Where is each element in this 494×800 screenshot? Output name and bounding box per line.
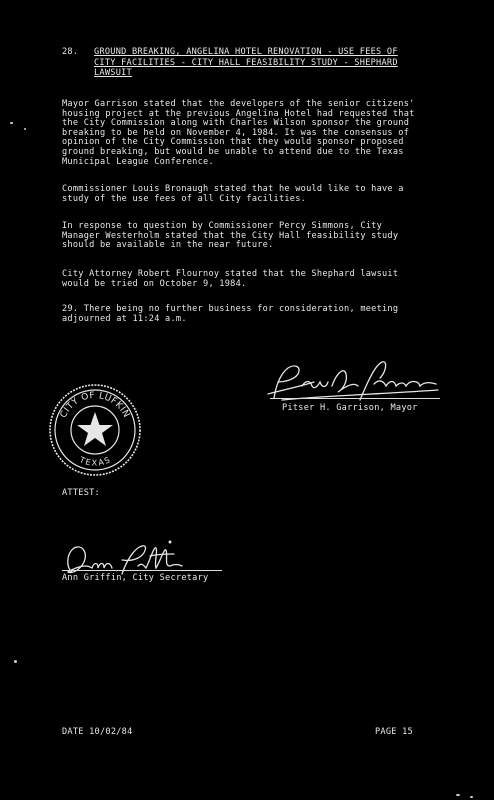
- section-title-line: CITY FACILITIES - CITY HALL FEASIBILITY STUDY - SHEPHARD: [94, 57, 398, 68]
- seal-bottom-text: TEXAS: [78, 455, 112, 468]
- attest-label: ATTEST:: [62, 488, 100, 498]
- paragraph-use-fees: Commissioner Louis Bronaugh stated that he would like to have a study of the use fees of all City facilities.: [62, 184, 404, 204]
- secretary-name: Ann Griffin, City Secretary: [62, 573, 209, 583]
- paragraph-lawsuit: City Attorney Robert Flournoy stated that the Shephard lawsuit would be tried on October 9, 1984.: [62, 269, 399, 289]
- mayor-name: Pitser H. Garrison, Mayor: [282, 403, 418, 413]
- star-icon: [77, 412, 113, 446]
- section-title: [94, 47, 434, 79]
- scan-speck: [14, 660, 17, 663]
- paragraph-adjournment: 29. There being no further business for consideration, meeting adjourned at 11:24 a.m.: [62, 304, 399, 324]
- section-title-line: GROUND BREAKING, ANGELINA HOTEL RENOVATION - USE FEES OF: [94, 47, 398, 57]
- section-title-line: LAWSUIT: [94, 68, 132, 78]
- city-seal: [47, 382, 143, 478]
- scan-speck: [470, 796, 473, 798]
- svg-text:TEXAS: [77, 455, 111, 468]
- secretary-signature-line: [62, 570, 222, 571]
- scan-speck: [24, 128, 26, 130]
- footer-date: DATE 10/02/84: [62, 727, 133, 737]
- mayor-signature-line: [270, 398, 440, 399]
- scan-speck: [456, 794, 460, 796]
- paragraph-ground-breaking: Mayor Garrison stated that the developers of the senior citizens' housing project at the previous Angelina Hotel had requested that the City Commission along with Charles Wilson sponsor the ground breaking to be held on November 4, 1984. It was the consensus of opinion of the City Commission that they would sponsor proposed ground breaking, but would be unable to attend due to the Texas Municipal League Conference.: [62, 99, 415, 167]
- scan-speck: [10, 122, 13, 124]
- seal-top-text: CITY OF LUFKIN: [58, 390, 132, 420]
- paragraph-city-hall-study: In response to question by Commissioner Percy Simmons, City Manager Westerholm stated that the City Hall feasibility study should be available in the near future.: [62, 221, 399, 251]
- footer-page-number: PAGE 15: [375, 727, 413, 737]
- section-number: 28.: [62, 47, 79, 57]
